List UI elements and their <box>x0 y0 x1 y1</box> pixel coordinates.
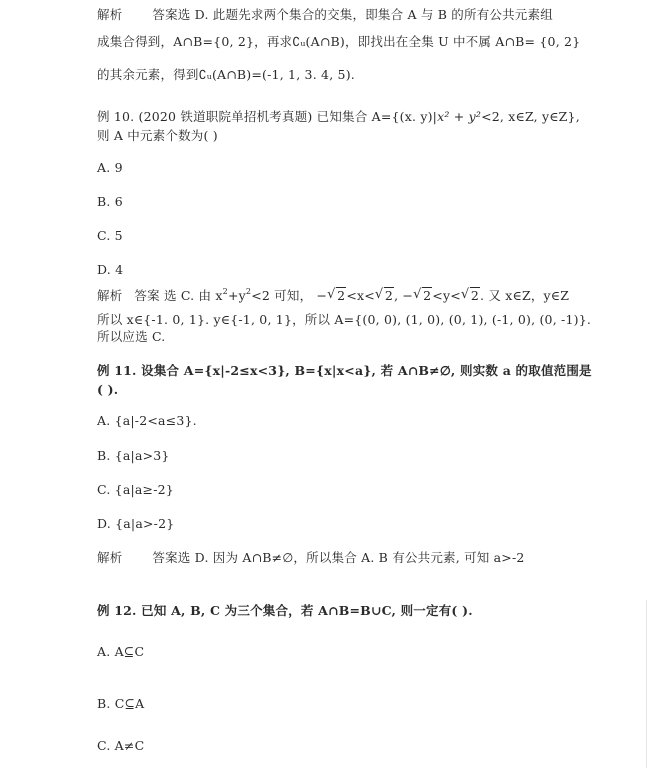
prev-analysis-line-3: 的其余元素，得到∁ᵤ(A∩B)=(-1, 1, 3. 4, 5). <box>97 67 355 82</box>
example-11-option-c: C. {a|a≥-2} <box>97 482 174 497</box>
example-10-analysis-line-1: 解析 答案 选 C. 由 $x^2+y^2<2$ 可知， − √ 2<x< √ 2, − √ 2<y< √ 2. 又 x∈Z，y∈Z <box>97 288 569 304</box>
prev-analysis-line-2: 成集合得到，A∩B={0, 2}，再求∁ᵤ(A∩B)，即找出在全集 U 中不属 A∩B= {0, 2} <box>97 34 581 49</box>
example-11-option-a: A. {a|-2<a≤3}. <box>97 413 197 428</box>
example-12-option-b: B. C⊆A <box>97 696 145 711</box>
sqrt-symbol: √ 2 <box>327 288 346 304</box>
sqrt-symbol: √ 2 <box>375 288 394 304</box>
example-10-analysis-line-2: 所以 x∈{-1. 0, 1}. y∈{-1, 0, 1}，所以 A={(0, 0), (1, 0), (0, 1), (-1, 0), (0, -1)}. <box>97 312 592 327</box>
example-10-title-line-2: 则 A 中元素个数为( ) <box>97 128 218 143</box>
example-12-title: 例 12. 已知 A, B, C 为三个集合，若 A∩B=B∪C, 则一定有( ). <box>97 603 473 618</box>
example-11-option-d: D. {a|a>-2} <box>97 516 175 531</box>
example-10-option-d: D. 4 <box>97 262 124 277</box>
analysis-label: 解析 <box>97 288 123 303</box>
example-10-option-c: C. 5 <box>97 228 123 243</box>
example-11-title: 例 11. 设集合 A={x|-2≤x<3}, B={x|x<a}, 若 A∩B≠∅, 则实数 a 的取值范围是 <box>97 363 592 378</box>
prev-analysis-line-1: 解析 答案选 D. 此题先求两个集合的交集，即集合 A 与 B 的所有公共元素组 <box>97 7 553 22</box>
sqrt-symbol: √ 2 <box>413 288 432 304</box>
example-12-option-a: A. A⊆C <box>97 644 145 659</box>
sqrt-symbol: √ 2 <box>461 288 480 304</box>
example-10-option-b: B. 6 <box>97 194 123 209</box>
example-11-analysis: 解析 答案选 D. 因为 A∩B≠∅，所以集合 A. B 有公共元素, 可知 a>-2 <box>97 550 525 565</box>
example-10-option-a: A. 9 <box>97 160 123 175</box>
example-10-title: 例 10. (2020 铁道职院单招机考真题) 已知集合 A={(x. y)|x² + y²<2, x∈Z, y∈Z}, <box>97 109 580 124</box>
example-10-analysis-line-3: 所以应选 C. <box>97 329 166 344</box>
analysis-label: 解析 <box>97 550 123 565</box>
example-11-title-line-2: ( ). <box>97 382 119 397</box>
example-11-option-b: B. {a|a>3} <box>97 448 170 463</box>
example-12-option-c: C. A≠C <box>97 738 145 753</box>
page-edge-divider <box>646 600 647 768</box>
analysis-label: 解析 <box>97 7 123 22</box>
